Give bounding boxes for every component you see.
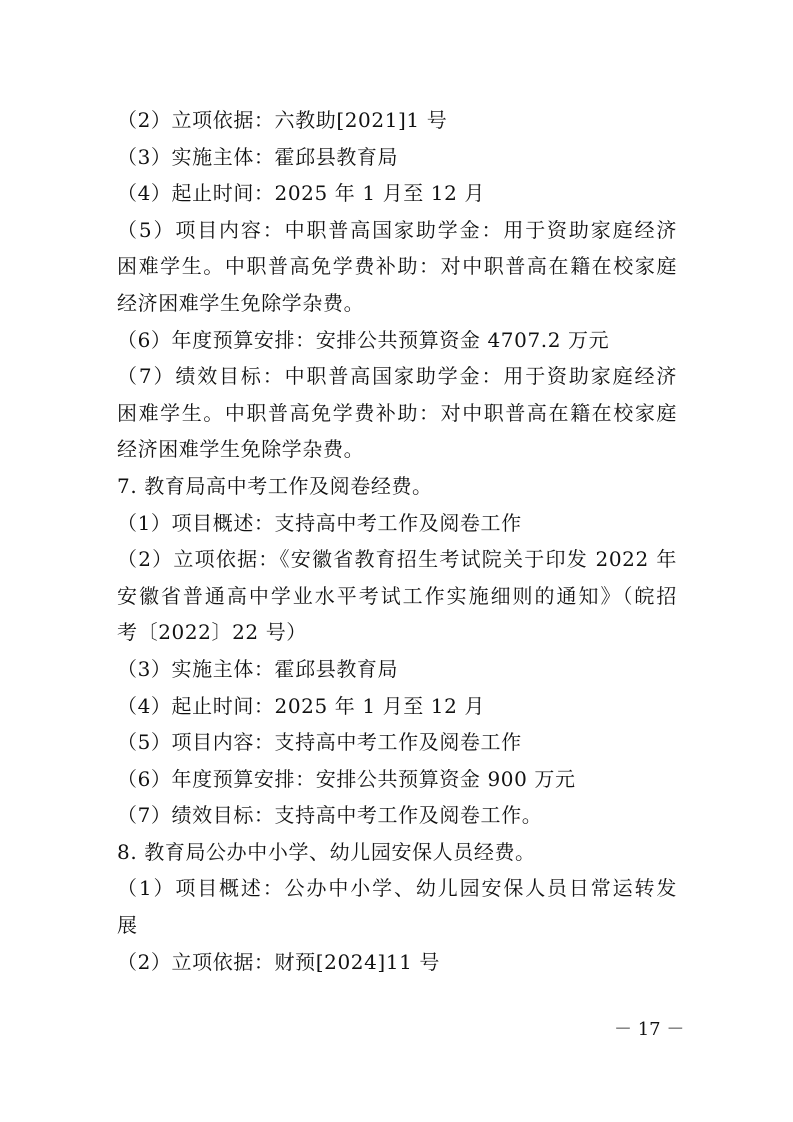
text-line: （1）项目概述：公办中小学、幼儿园安保人员日常运转发 bbox=[117, 876, 677, 901]
text-line: （2）立项依据：《安徽省教育招生考试院关于印发 2022 年 bbox=[117, 547, 677, 572]
document-body bbox=[117, 102, 677, 980]
text-line: 安徽省普通高中学业水平考试工作实施细则的通知》（皖招 bbox=[117, 583, 677, 608]
text-line: 经济困难学生免除学杂费。 bbox=[117, 437, 365, 462]
text-line: （5）项目内容：支持高中考工作及阅卷工作 bbox=[117, 730, 522, 755]
text-line: （2）立项依据：财预[2024]11 号 bbox=[117, 949, 441, 974]
text-line: （7）绩效目标：支持高中考工作及阅卷工作。 bbox=[117, 803, 543, 828]
text-line: 经济困难学生免除学杂费。 bbox=[117, 290, 365, 315]
text-line: （4）起止时间：2025 年 1 月至 12 月 bbox=[117, 693, 485, 718]
page-number: － 17 － bbox=[614, 1019, 685, 1040]
text-line: （2）立项依据：六教助[2021]1 号 bbox=[117, 108, 448, 132]
section-heading: 8. 教育局公办中小学、幼儿园安保人员经费。 bbox=[117, 839, 536, 864]
text-line: （6）年度预算安排：安排公共预算资金 900 万元 bbox=[117, 766, 576, 791]
text-line: （7）绩效目标：中职普高国家助学金：用于资助家庭经济 bbox=[117, 364, 677, 389]
text-line: （6）年度预算安排：安排公共预算资金 4707.2 万元 bbox=[117, 327, 610, 352]
section-heading: 7. 教育局高中考工作及阅卷经费。 bbox=[117, 473, 433, 498]
text-line: （4）起止时间：2025 年 1 月至 12 月 bbox=[117, 181, 485, 206]
text-line: （5）项目内容：中职普高国家助学金：用于资助家庭经济 bbox=[117, 217, 677, 242]
text-line: 困难学生。中职普高免学费补助：对中职普高在籍在校家庭 bbox=[117, 254, 677, 279]
text-line: 考〔2022〕22 号） bbox=[117, 620, 307, 645]
text-line: （3）实施主体：霍邱县教育局 bbox=[117, 656, 399, 681]
text-line: 困难学生。中职普高免学费补助：对中职普高在籍在校家庭 bbox=[117, 400, 677, 425]
text-line: 展 bbox=[117, 913, 138, 938]
text-line: （1）项目概述：支持高中考工作及阅卷工作 bbox=[117, 510, 522, 535]
text-line: （3）实施主体：霍邱县教育局 bbox=[117, 144, 399, 169]
